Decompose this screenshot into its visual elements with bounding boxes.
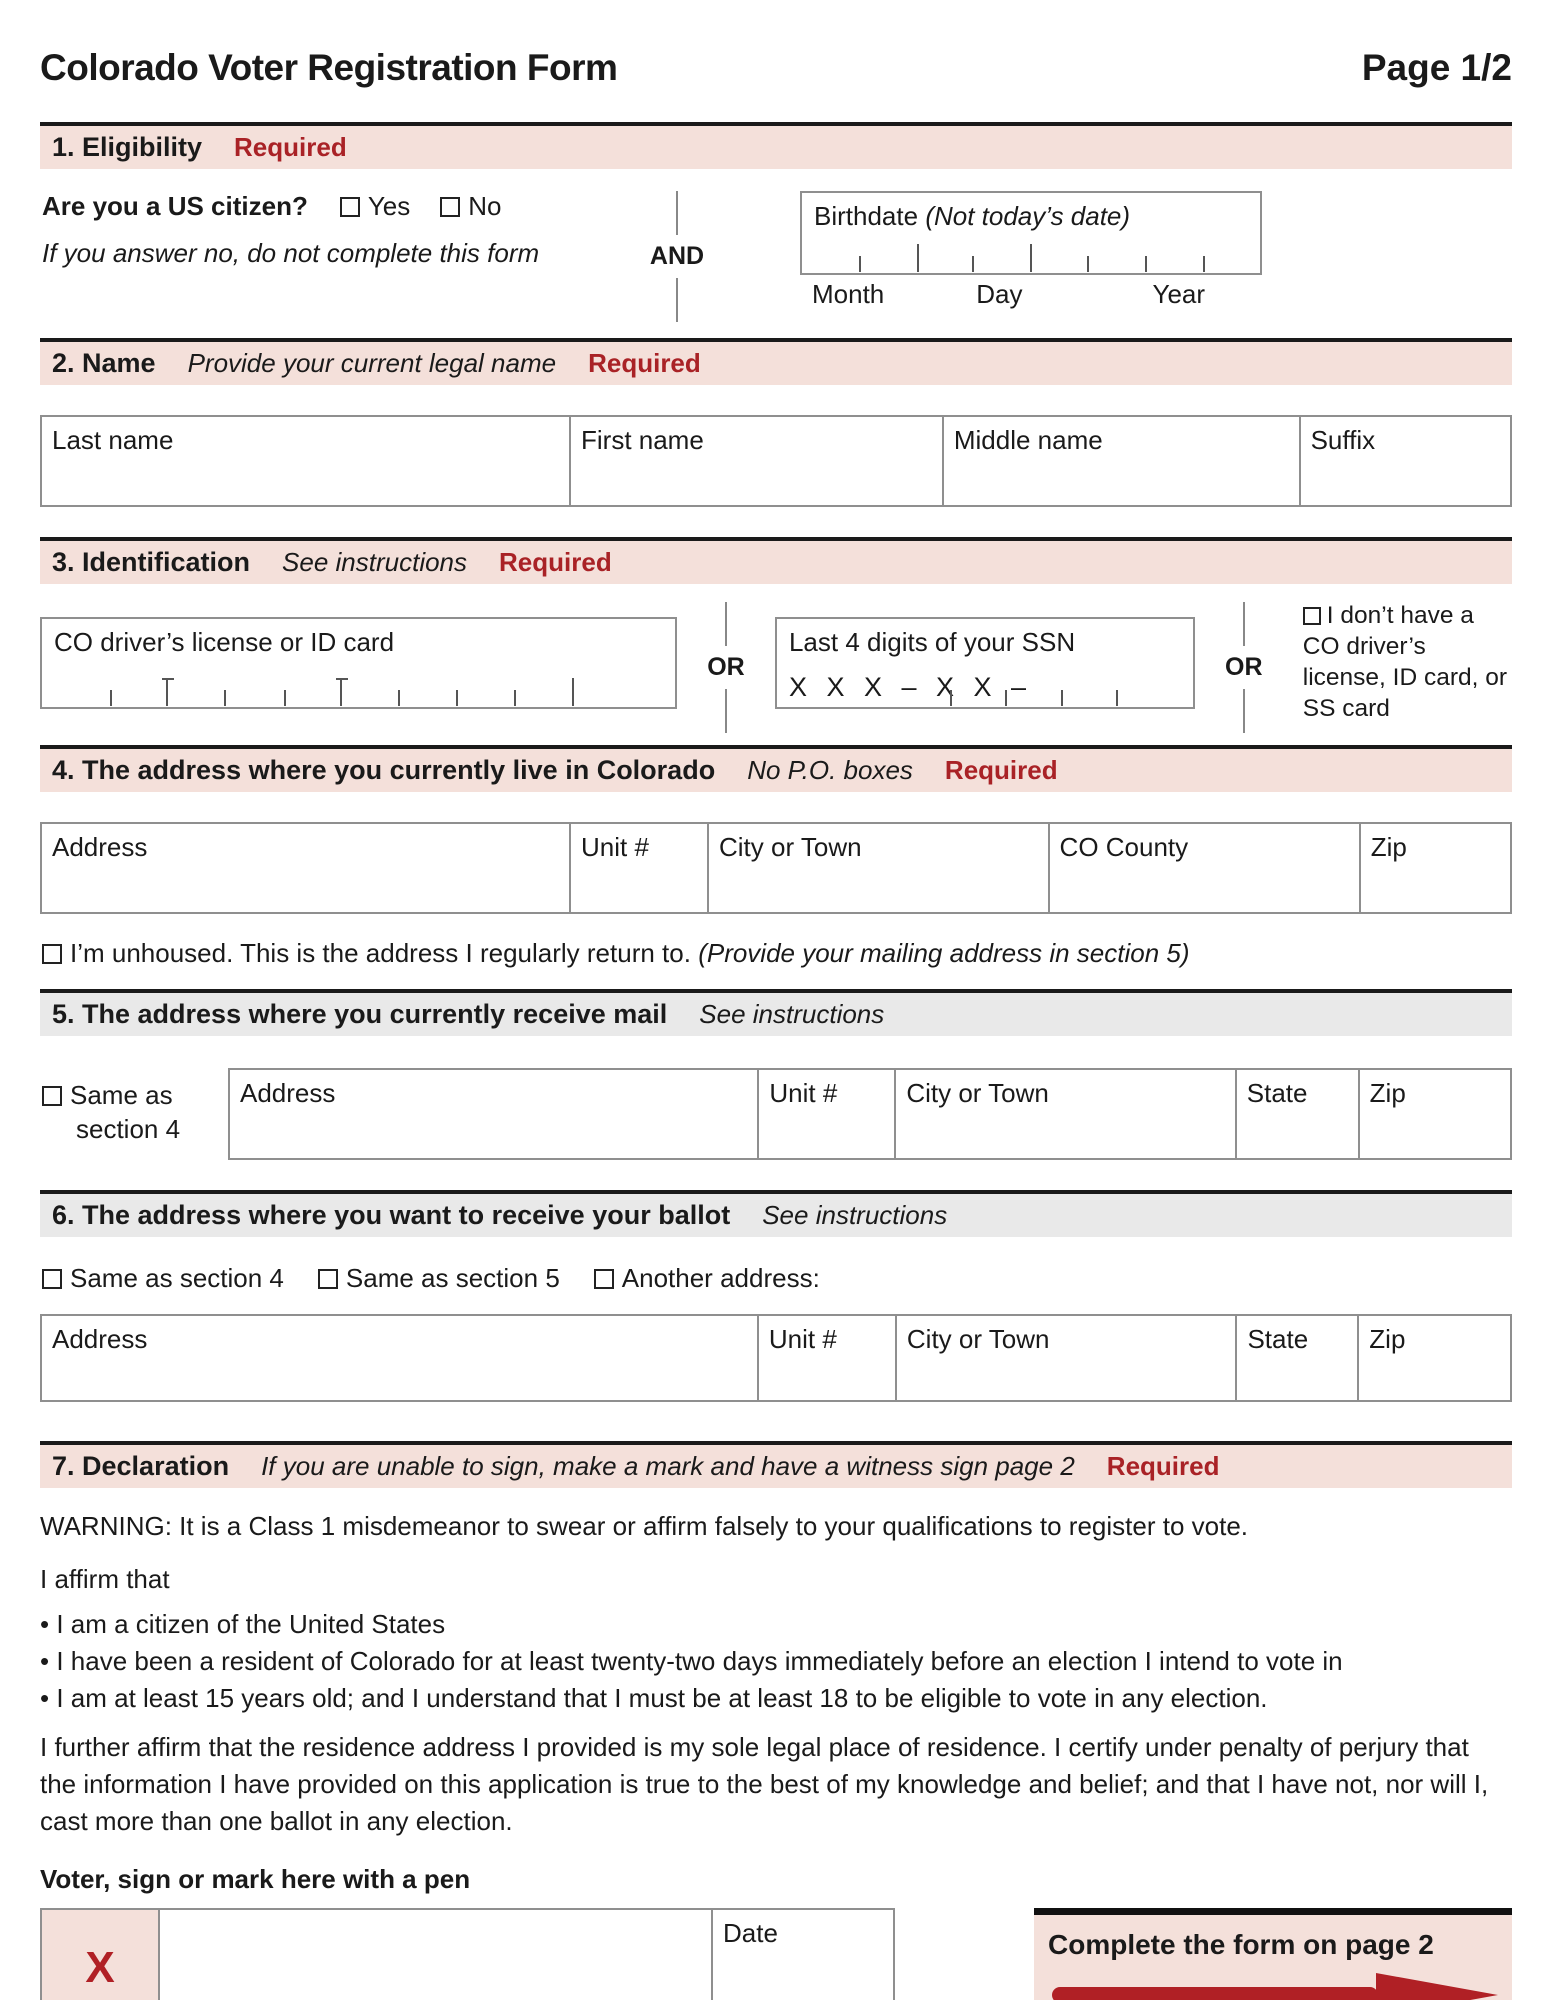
no-id-option <box>1303 600 1512 724</box>
citizen-no-label: No <box>468 191 502 221</box>
section1-required-badge: Required <box>234 132 347 162</box>
citizen-no-checkbox[interactable] <box>440 197 460 217</box>
signature-box <box>40 1908 895 2000</box>
divider-line <box>725 602 727 646</box>
ballot-state-field[interactable] <box>1235 1316 1357 1400</box>
ballot-same-as-section4-label: Same as section 4 <box>70 1263 284 1293</box>
zip-label: Zip <box>1370 832 1407 862</box>
signature-date-field[interactable] <box>711 1910 893 2000</box>
eligibility-content <box>42 191 1512 322</box>
residence-zip-field[interactable] <box>1359 824 1510 912</box>
ssn-field[interactable] <box>775 617 1195 709</box>
unhoused-option <box>42 938 1512 969</box>
tick-mark <box>224 690 226 706</box>
mailing-address-content <box>40 1068 1512 1160</box>
divider-line <box>676 278 678 322</box>
eligibility-note: If you answer no, do not complete this form <box>42 238 540 268</box>
section6-header <box>40 1194 1512 1237</box>
residence-unit-field[interactable] <box>569 824 707 912</box>
signature-instruction: Voter, sign or mark here with a pen <box>40 1864 471 1894</box>
tick-mark <box>514 690 516 706</box>
zip-label: Zip <box>1369 1078 1406 1108</box>
unhoused-checkbox[interactable] <box>42 944 62 964</box>
citizenship-question-block <box>42 191 642 322</box>
ballot-unit-field[interactable] <box>757 1316 895 1400</box>
tick-mark <box>1030 244 1032 272</box>
declaration-text <box>40 1508 1512 1840</box>
tick-mark <box>1061 690 1063 706</box>
divider-line <box>1243 689 1245 733</box>
same-as-section4-label: Same as section 4 <box>70 1080 181 1144</box>
city-label: City or Town <box>718 832 862 862</box>
residence-county-field[interactable] <box>1048 824 1359 912</box>
section7-subtitle: If you are unable to sign, make a mark and have a witness sign page 2 <box>261 1451 1075 1481</box>
residence-address-field[interactable] <box>42 824 569 912</box>
affirm-bullet: • I am at least 15 years old; and I understand that I must be at least 18 to be eligible to vote in any election. <box>40 1680 1512 1717</box>
ballot-same-as-section4-checkbox[interactable] <box>42 1269 62 1289</box>
first-name-field[interactable] <box>569 417 942 505</box>
tick-mark <box>110 690 112 706</box>
citizen-yes-checkbox[interactable] <box>340 197 360 217</box>
birthdate-label: Birthdate <box>814 201 919 231</box>
unhoused-label: I’m unhoused. This is the address I regularly return to. <box>70 938 691 968</box>
tick-mark <box>340 678 342 706</box>
affirm-bullets <box>40 1606 1512 1717</box>
section2-subtitle: Provide your current legal name <box>187 348 557 378</box>
complete-page2-label: Complete the form on page 2 <box>1048 1929 1434 1960</box>
tick-mark <box>1005 690 1007 706</box>
tick-mark <box>859 256 861 272</box>
city-label: City or Town <box>906 1078 1049 1108</box>
section3-title: 3. Identification <box>52 547 251 577</box>
middle-name-field[interactable] <box>942 417 1299 505</box>
signature-field[interactable] <box>160 1910 711 2000</box>
section6-subtitle: See instructions <box>762 1200 948 1230</box>
unit-label: Unit # <box>768 1324 837 1354</box>
or-separator <box>1209 600 1279 733</box>
ballot-address-options <box>42 1263 1512 1294</box>
address-label: Address <box>240 1078 336 1108</box>
year-label: Year <box>1152 279 1206 309</box>
section1-title: 1. Eligibility <box>52 132 203 162</box>
or-label: OR <box>1225 653 1263 681</box>
mailing-address-field[interactable] <box>230 1070 757 1158</box>
tick-mark <box>572 678 574 706</box>
section2-title: 2. Name <box>52 348 156 378</box>
citizen-yes-label: Yes <box>367 191 411 221</box>
tick-mark <box>1087 256 1089 272</box>
section5-subtitle: See instructions <box>699 999 885 1029</box>
tick-mark <box>1116 690 1118 706</box>
divider-line <box>676 191 678 235</box>
section1-header <box>40 126 1512 169</box>
tick-mark <box>950 690 952 706</box>
birthdate-part-labels <box>800 279 1262 310</box>
mailing-state-field[interactable] <box>1235 1070 1358 1158</box>
section2-header <box>40 342 1512 385</box>
section7-title: 7. Declaration <box>52 1451 230 1481</box>
divider-line <box>725 689 727 733</box>
ballot-another-address-label: Another address: <box>621 1263 820 1293</box>
city-label: City or Town <box>906 1324 1050 1354</box>
and-label: AND <box>649 242 705 270</box>
mailing-unit-field[interactable] <box>757 1070 894 1158</box>
section7-header <box>40 1445 1512 1488</box>
further-affirmation: I further affirm that the residence address I provided is my sole legal place of residence. I certify under penalty of perjury that the information I have provided on this application is true to the best of my knowledge and belief; and that I have not, nor will I, cast more than one ballot in any election. <box>40 1732 1489 1836</box>
citizenship-question: Are you a US citizen? <box>42 191 308 221</box>
ballot-address-field[interactable] <box>42 1316 757 1400</box>
x-mark: X <box>42 1910 160 2000</box>
date-label: Date <box>723 1918 778 1948</box>
or-label: OR <box>707 653 745 681</box>
residence-address-fields <box>40 822 1512 914</box>
same-as-section4-checkbox[interactable] <box>42 1086 62 1106</box>
section3-required-badge: Required <box>499 547 612 577</box>
section7-required-badge: Required <box>1106 1451 1220 1481</box>
zip-label: Zip <box>1369 1324 1406 1354</box>
tick-mark <box>1203 256 1205 272</box>
unit-label: Unit # <box>581 832 649 862</box>
divider-line <box>1243 602 1245 646</box>
state-label: State <box>1246 1078 1308 1108</box>
signature-row <box>40 1908 1512 2000</box>
mailing-zip-field[interactable] <box>1358 1070 1510 1158</box>
tick-mark <box>972 256 974 272</box>
ssn-mask: X X X – X X – <box>788 672 1033 702</box>
affirm-bullet: • I am a citizen of the United States <box>40 1606 1512 1643</box>
section4-subtitle: No P.O. boxes <box>747 755 913 785</box>
section4-title: 4. The address where you currently live in Colorado <box>52 755 716 785</box>
section4-header <box>40 749 1512 792</box>
birthdate-group <box>800 191 1262 322</box>
residence-city-field[interactable] <box>707 824 1048 912</box>
unit-label: Unit # <box>769 1078 838 1108</box>
and-separator <box>642 191 712 322</box>
tick-mark <box>398 690 400 706</box>
tick-mark <box>166 678 168 706</box>
tick-mark <box>284 690 286 706</box>
section3-subtitle: See instructions <box>282 547 468 577</box>
section2-required-badge: Required <box>588 348 701 378</box>
section5-header <box>40 993 1512 1036</box>
address-label: Address <box>52 1324 148 1354</box>
mailing-city-field[interactable] <box>894 1070 1234 1158</box>
name-fields <box>40 415 1512 507</box>
page-number: Page 1/2 <box>1361 47 1512 88</box>
birthdate-field[interactable] <box>800 191 1262 275</box>
section3-header <box>40 541 1512 584</box>
last-name-field[interactable] <box>42 417 569 505</box>
month-label: Month <box>812 279 885 309</box>
complete-page2-callout <box>1034 1908 1512 2000</box>
identification-content <box>40 600 1512 733</box>
same-as-section4-option <box>40 1068 228 1160</box>
section6-title: 6. The address where you want to receive your ballot <box>52 1200 731 1230</box>
birthdate-hint: (Not today’s date) <box>925 201 1131 231</box>
no-id-label: I don’t have a CO driver’s license, ID card, or SS card <box>1302 602 1508 722</box>
ballot-address-fields <box>40 1314 1512 1402</box>
drivers-license-field[interactable] <box>40 617 677 709</box>
unhoused-hint: (Provide your mailing address in section 5) <box>698 938 1190 968</box>
page-header <box>40 0 1512 122</box>
suffix-field[interactable] <box>1299 417 1510 505</box>
tick-mark <box>1145 256 1147 272</box>
section5-title: 5. The address where you currently receive mail <box>52 999 668 1029</box>
ballot-city-field[interactable] <box>895 1316 1236 1400</box>
middle-name-label: Middle name <box>953 425 1103 455</box>
affirm-intro: I affirm that <box>40 1564 170 1594</box>
last-name-label: Last name <box>52 425 174 455</box>
ballot-zip-field[interactable] <box>1357 1316 1510 1400</box>
ballot-another-address-checkbox[interactable] <box>594 1269 614 1289</box>
address-label: Address <box>52 832 148 862</box>
tick-mark <box>917 244 919 272</box>
right-arrow-icon <box>1048 1971 1498 2000</box>
day-label: Day <box>976 279 1023 309</box>
county-label: CO County <box>1059 832 1189 862</box>
ballot-same-as-section5-label: Same as section 5 <box>345 1263 560 1293</box>
ssn-label: Last 4 digits of your SSN <box>788 627 1076 657</box>
first-name-label: First name <box>581 425 704 455</box>
state-label: State <box>1247 1324 1309 1354</box>
mailing-address-fields <box>228 1068 1512 1160</box>
or-separator <box>691 600 761 733</box>
drivers-license-label: CO driver’s license or ID card <box>54 627 395 657</box>
ballot-same-as-section5-checkbox[interactable] <box>318 1269 338 1289</box>
no-id-checkbox[interactable] <box>1303 607 1321 625</box>
suffix-label: Suffix <box>1310 425 1376 455</box>
page-title: Colorado Voter Registration Form <box>40 47 618 88</box>
affirm-bullet: • I have been a resident of Colorado for at least twenty-two days immediately before an election I intend to vote in <box>40 1643 1512 1680</box>
declaration-warning: WARNING: It is a Class 1 misdemeanor to swear or affirm falsely to your qualifications to register to vote. <box>40 1511 1248 1541</box>
section4-required-badge: Required <box>944 755 1058 785</box>
tick-mark <box>456 690 458 706</box>
